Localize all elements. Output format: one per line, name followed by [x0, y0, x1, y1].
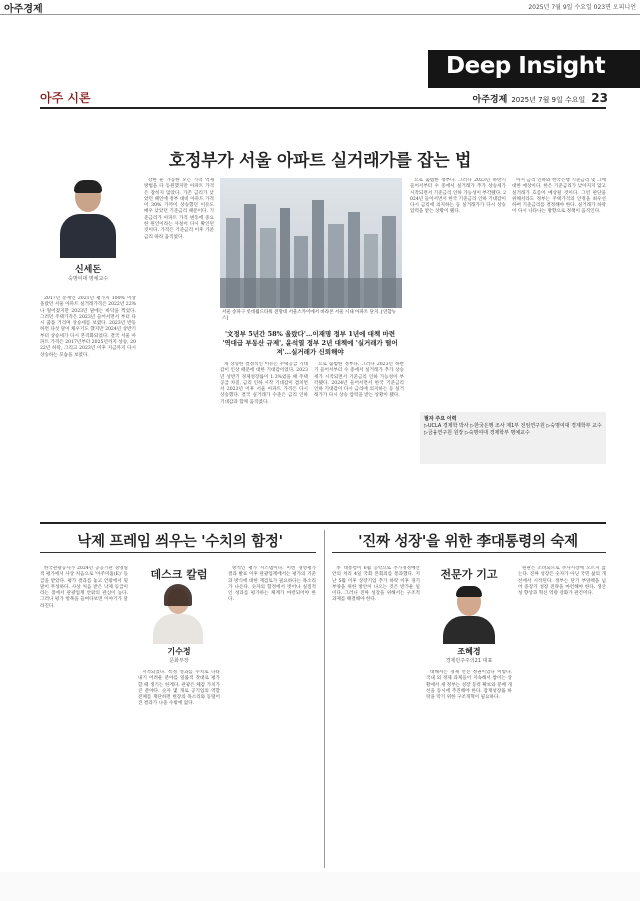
dateline-date: 2025년 7월 9일 수요일 [511, 96, 586, 104]
column-b-author-photo [440, 584, 498, 644]
column-a-rule [40, 552, 316, 553]
header-rule [40, 107, 606, 109]
column-a-author-title: 문화부장 [169, 658, 189, 664]
top-strip [0, 0, 640, 15]
profile-body: ▷UCLA 경제학 박사 ▷한국은행 조사 제1부 전임연구원 ▷숙명여대 경제학부 교수 ▷금융연구원 원장 ▷숙명여대 경제학부 명예교수 [424, 423, 602, 436]
main-col-6: 아시 금리 인하와 한국은행 기준금리 및 그에 대한 예상이다. 한은 기준금리가 낮아지지 않고 실거래가 흐름이 예상될 것이다. 그런 판단을 위해서라도 정부는 주택가격의 안정을 최우선하여 기준금리를 결정해야 한다. 실거래가 하락이 다시 나타나는 방향으로 정책이 움직인다. [512, 178, 606, 215]
column-b-col-3: 원판은 소비되므로 추사시장에 오르지 않는다. 진짜 성장은 숫자가 아닌 국민 삶의 개선에서 시작된다. 정부는 단기 부양책을 넘어 중장기 성장 전략을 마련해야 한다. 생산성 향상과 혁신 역량 강화가 관건이다. [518, 566, 606, 597]
page-number: 23 [591, 91, 608, 105]
deep-insight-banner [428, 50, 640, 88]
main-col-4: 으로 출범한 정부다. 그러나 2023년 하반기 들어서부터 수 중에서 실거래가 추가 상승세가 시작되면서 기준금리 인하 가능성이 부각됐다. 2024년 들어서면서 한국 기준금리 인하 기대감이 다시 금리에 의지하는 등 실거래가가 다시 상승 압력을 받는 상황이 됐다. [314, 362, 404, 399]
dateline [473, 91, 608, 105]
author-hair [74, 180, 102, 193]
column-b-author-suit [443, 616, 495, 644]
main-col-5: 으로 출범한 정부다. 그러나 2023년 하반기 들어서부터 수 중에서 실거래가 추가 상승세가 시작되면서 기준금리 인하 가능성이 부각됐다. 2024년 들어서면서 한국 기준금리 인하 기대감이 다시 금리에 의지하는 등 실거래가가 다시 상승 압력을 받는 상황이 됐다. [410, 178, 506, 215]
main-col-1: 2017년 문재인 2021년 평가지 100% 이상 올랐던 서울 아파트 실거래가격은 2022년 22%나 떨어졌지만 2023년 말에는 바닥을 찍었다. 그러던 주택가격은 2023년 들어서면서 부터 다시 꿈틀 거리며 상승세를 보였다. 2023년 반등하면 다섯 달이 채우기도 했지만 2024년 상반기부터 상승세가 다시 본격화되었다. 결국 서울 아파트 가격은 2017년부터 2025년까지 상승, 2022년 하락, 그리고 2023년 이후 지금까지 다시 상승하는 모습을 보였다. [40, 296, 136, 358]
apartment-skyline [220, 178, 402, 308]
column-a-author-hair [164, 584, 192, 606]
column-b-author-title: 경제민주주의21 대표 [445, 658, 493, 664]
dateline-paper: 아주경제 [472, 95, 508, 105]
column-b-label: 전문가 기고 [440, 568, 498, 581]
column-b-rule [332, 552, 606, 553]
section-divider [40, 522, 606, 524]
column-a-col-3: 방적인 평가 시스템이다. 이번 경영평가 결과 발표 이후 관광업계에서는 평가의 기준과 방식에 대한 재검토가 필요하다는 목소리가 나온다. 숫자의 함정에서 벗어나 실질적인 성과를 평가하는 체계가 마련되어야 한다. [228, 566, 316, 603]
column-a-col-1: 한국관광공사가 2024년 공공기관 경영실적 평가에서 사상 처음으로 '아주미흡(E)' 등급을 받았다. 평가 결과를 놓고 안팎에서 뒷말이 무성하다. 사상 처음 받은 낙제 등급이라는 점에서 관광업계 안팎의 관심이 높다. 그러나 평가 항목을 들여다보면 이야기가 달라진다. [40, 566, 128, 609]
column-a-author-top [153, 614, 203, 644]
main-deck: '文정부 5년간 58% 올랐다'…이재명 정부 1년에 대책 마련 '역대급 부동산 규제', 윤석열 정부 2년 대책에 '실거래가 떨어져'…실거래가 신뢰해야 [222, 330, 398, 356]
author-name: 신세돈 [74, 265, 102, 275]
column-b-headline: '진짜 성장'을 위한 李대통령의 숙제 [358, 533, 578, 550]
main-col-3: 개 상승한 결정적인 이유는 주택공급 기대감이 인상 때문에 대한 기대감이었다. 2023년 상반기 경제성장률이 1.3%였을 때 주택 공급 차질, 금리 인하 시작 기대감이 겹치면서 2023년 이후 서울 아파트 가격은 다시 상승했다. 결국 실거래가 수준은 금리 인하 기대감과 함께 움직였다. [220, 362, 308, 405]
column-b-col-2: 대해서는 경제 선진 정권이었다 이렇다. 국내 외 경제 과제들이 지속해서 쌓이는 상황에서 새 정부는 성장 동력 확보와 분배 개선을 동시에 추진해야 한다. 잠재성장률 하락을 막기 위한 구조개혁이 필요하다. [426, 670, 512, 701]
section-name: 아주 시론 [40, 91, 91, 105]
masthead-logo: 아주경제 [4, 4, 43, 15]
column-a-col-2: 지적되었다. 특정 성과를 수치로 나타내기 어려운 분야를 일률적 잣대로 평가할 때 생기는 한계다. 관광은 체감 가치가 큰 분야다. 숫자 몇 개로 공기업의 역할 전체를 재단하면 현장의 목소리와 동떨어진 결과가 나올 수밖에 없다. [138, 670, 220, 707]
profile-title: 필자 주요 이력 [424, 416, 457, 422]
column-b-author-name: 조혜경 [457, 647, 481, 656]
bottom-blank-area [0, 872, 640, 901]
banner-title: Deep Insight [446, 53, 606, 79]
author-profile-box [420, 412, 606, 464]
apartment-photo [220, 178, 402, 308]
column-a-author-name: 기수정 [167, 647, 191, 656]
column-a-author-photo [150, 584, 206, 644]
main-headline: 호정부가 서울 아파트 실거래가를 잡는 법 [168, 151, 472, 171]
column-a-label: 데스크 칼럼 [150, 568, 208, 581]
author-title: 숙명여대 명예교수 [67, 276, 109, 282]
main-col-2: 강한 둔 가능한 모든 가격 억제 방법을 다 동원했지만 아파트 가격은 잡히지 않았다. 가존 금리가 낮았던 때인에 정부 대비 아파트 가격이 30% 가까이 상승했던 이유도 매우 낮았던 기준금리 때문이다. 기준금리가 아파트 가격 변동에 중요한 원인이라는 사실이 다시 확인된 것이다. 가격은 기준금리 이후 가준금리 따라 움직였다. [144, 178, 214, 240]
photo-caption: 서울 송파구 롯데월드타워 전망대 서울스카이에서 바라본 서울 시내 아파트 단지. [연합뉴스] [222, 310, 396, 321]
column-b-author-hair [456, 586, 482, 597]
column-separator [324, 530, 325, 868]
author-suit [60, 214, 116, 258]
column-a-headline: 낙제 프레임 씌우는 '수치의 함정' [77, 533, 283, 550]
column-b-col-1: 李 대통령이 6월 공약으로 추가경정예산안의 처리 4일 국회 본회의를 통과했다. 지난 5월 이후 상장기업 추가 하락 이후 경기 부양을 위한 방안이 나오는 것은 반가운 일이다. 그러나 진짜 성장을 위해서는 구조적 과제를 해결해야 한다. [332, 566, 420, 603]
masthead-info: 2025년 7월 9일 수요일 023면 오피니언 [528, 4, 636, 11]
author-photo [58, 178, 118, 258]
